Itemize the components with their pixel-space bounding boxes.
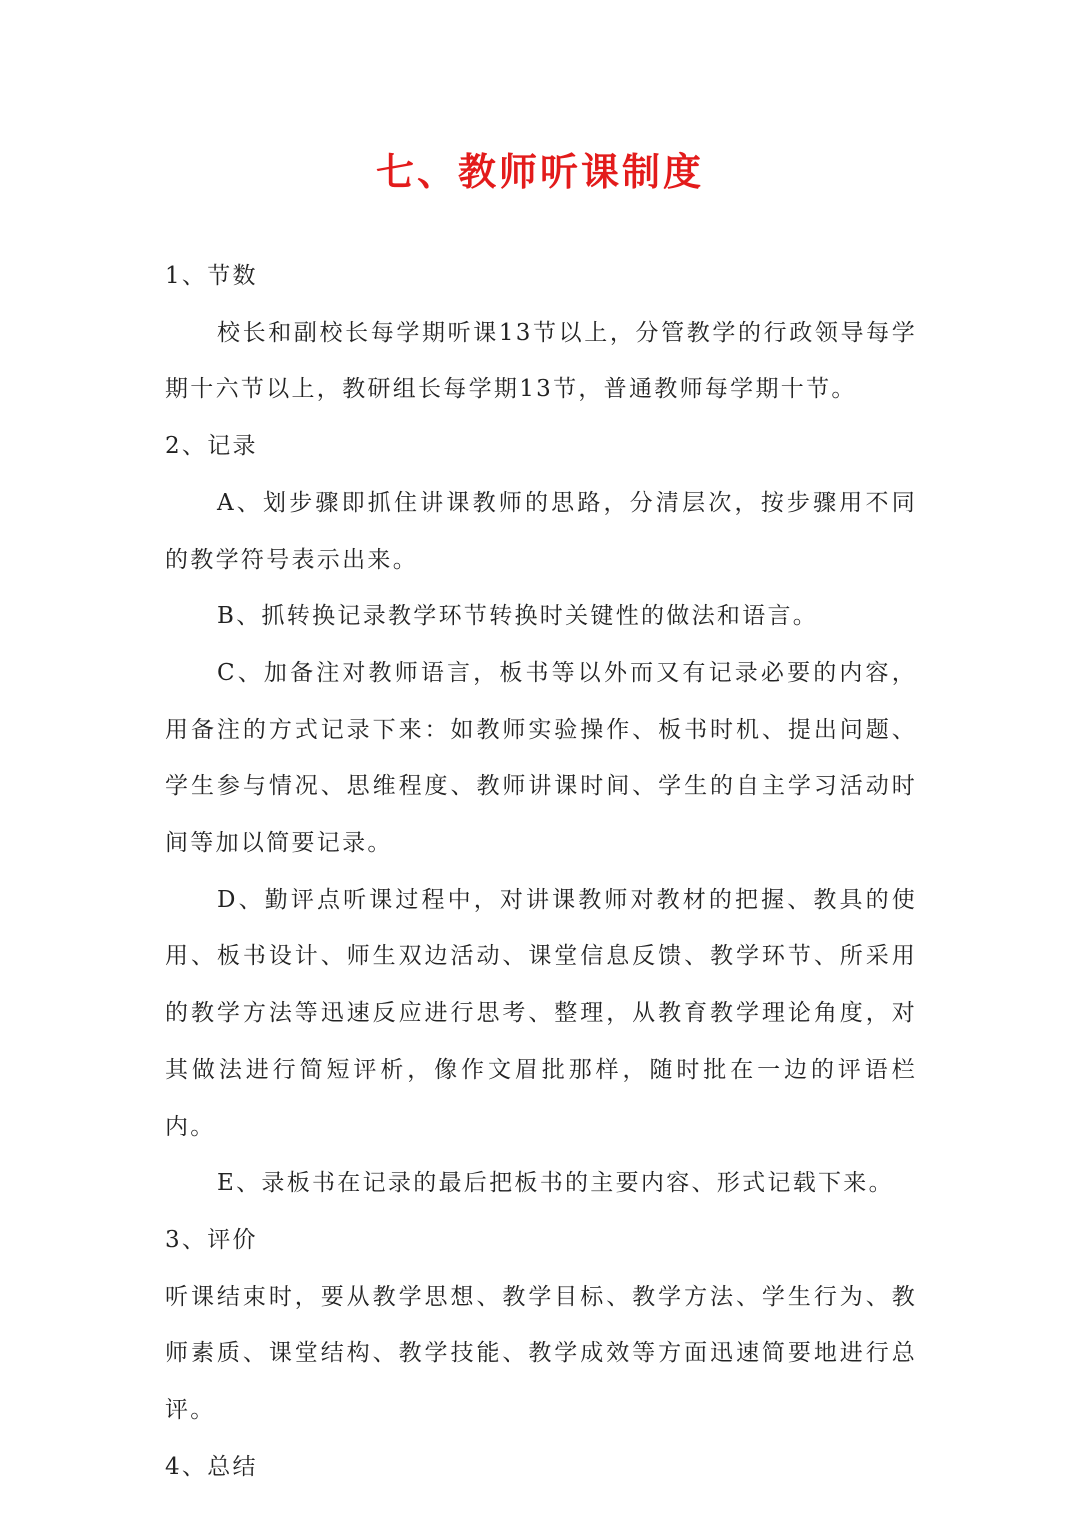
body-paragraph: C、加备注对教师语言，板书等以外而又有记录必要的内容，用备注的方式记录下来：如教师实验操作、板书时机、提出问题、学生参与情况、思维程度、教师讲课时间、学生的自主学习活动时间等加以简要记录。	[165, 659, 917, 857]
section-heading-1: 1、节数	[165, 263, 258, 289]
body-paragraph: D、勤评点听课过程中，对讲课教师对教材的把握、教具的使用、板书设计、师生双边活动、课堂信息反馈、教学环节、所采用的教学方法等迅速反应进行思考、整理，从教育教学理论角度，对其做法进行简短评析，像作文眉批那样，随时批在一边的评语栏内。	[165, 886, 917, 1140]
section-heading-4: 4、总结	[165, 1453, 258, 1480]
body-paragraph: 听课结束时，要从教学思想、教学目标、教学方法、学生行为、教师素质、课堂结构、教学技能、教学成效等方面迅速简要地进行总评。	[165, 1283, 917, 1424]
body-paragraph: B、抓转换记录教学环节转换时关键性的做法和语言。	[217, 603, 819, 630]
document-title: 七、教师听课制度	[375, 149, 704, 194]
section-heading-3: 3、评价	[165, 1226, 258, 1253]
body-paragraph: E、录板书在记录的最后把板书的主要内容、形式记载下来。	[217, 1170, 894, 1197]
document-body	[165, 248, 917, 1495]
body-paragraph: A、划步骤即抓住讲课教师的思路，分清层次，按步骤用不同的教学符号表示出来。	[165, 489, 917, 573]
section-heading-2: 2、记录	[165, 433, 258, 460]
body-paragraph: 校长和副校长每学期听课13节以上，分管教学的行政领导每学期十六节以上，教研组长每学期13节，普通教师每学期十节。	[165, 319, 917, 403]
